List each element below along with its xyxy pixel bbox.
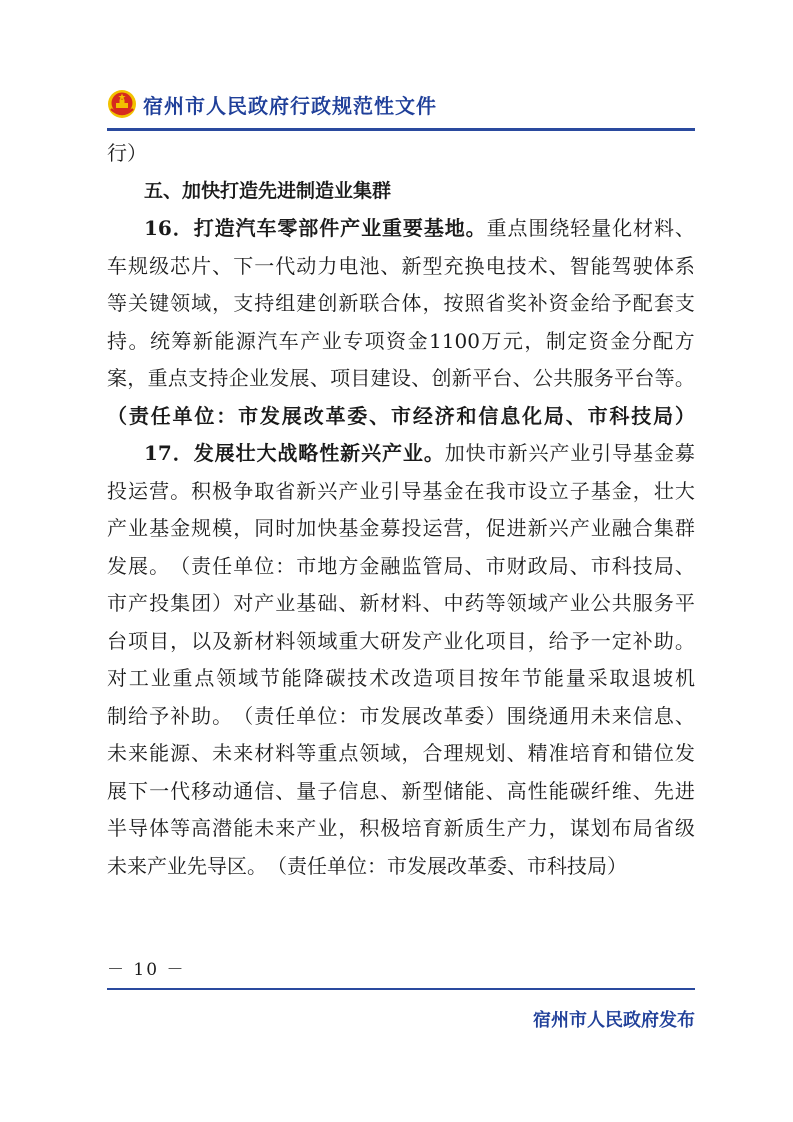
header-title: 宿州市人民政府行政规范性文件: [143, 93, 437, 118]
body-line: 制 给 予 补 助 。 （ 责 任 单 位 ： 市 发 展 改 革 委 ） 围 绕 通 用 未 来 信 息 、: [107, 703, 695, 728]
body-line: （ 责 任 单 位 ： 市 发 展 改 革 委 、 市 经 济 和 信 息 化 局 、 市 科 技 局 ）: [107, 403, 695, 428]
body-line: 产 业 基 金 规 模 ， 同 时 加 快 基 金 募 投 运 营 ， 促 进 新 兴 产 业 融 合 集 群: [107, 516, 695, 540]
national-emblem-icon: [107, 89, 137, 119]
body-line: 未 来 能 源 、 未 来 材 料 等 重 点 领 域 ， 合 理 规 划 、 精 准 培 育 和 错 位 发: [107, 741, 695, 765]
footer-divider: [107, 988, 695, 990]
section-heading: 五、加快打造先进制造业集群: [144, 179, 392, 202]
body-line: 未 来 产 业 先 导 区 。 （ 责 任 单 位 ： 市 发 展 改 革 委 、 市 科 技 局 ）: [107, 853, 627, 878]
body-line: 展 下 一 代 移 动 通 信 、 量 子 信 息 、 新 型 储 能 、 高 性 能 碳 纤 维 、 先 进: [107, 778, 695, 803]
body-line: 行 ）: [107, 141, 147, 165]
body-line: 发 展 。 （ 责 任 单 位 ： 市 地 方 金 融 监 管 局 、 市 财 政 局 、 市 科 技 局 、: [107, 553, 695, 578]
body-line: 半 导 体 等 高 潜 能 未 来 产 业 ， 积 极 培 育 新 质 生 产 力 ， 谋 划 布 局 省 级: [107, 816, 695, 840]
body-line: 对 工 业 重 点 领 域 节 能 降 碳 技 术 改 造 项 目 按 年 节 能 量 采 取 退 坡 机: [107, 666, 695, 690]
footer-publisher: 宿州市人民政府发布: [533, 1010, 695, 1031]
body-line: 16 ． 打 造 汽 车 零 部 件 产 业 重 要 基 地 。 重 点 围 绕 轻 量 化 材 料 、: [144, 216, 695, 240]
document-header: [107, 84, 437, 124]
body-line: 投 运 营 。 积 极 争 取 省 新 兴 产 业 引 导 基 金 在 我 市 设 立 子 基 金 ， 壮 大: [107, 478, 695, 503]
body-line: 车 规 级 芯 片 、 下 一 代 动 力 电 池 、 新 型 充 换 电 技 术 、 智 能 驾 驶 体 系: [107, 253, 695, 278]
header-divider: [107, 128, 695, 131]
body-line: 案 ， 重 点 支 持 企 业 发 展 、 项 目 建 设 、 创 新 平 台 、 公 共 服 务 平 台 等 。: [107, 366, 695, 390]
body-line: 17 ． 发 展 壮 大 战 略 性 新 兴 产 业 。 加 快 市 新 兴 产 业 引 导 基 金 募: [144, 441, 695, 465]
body-line: 等 关 键 领 域 ， 支 持 组 建 创 新 联 合 体 ， 按 照 省 奖 补 资 金 给 予 配 套 支: [107, 291, 695, 315]
body-line: 台 项 目 ， 以 及 新 材 料 领 域 重 大 研 发 产 业 化 项 目 ， 给 予 一 定 补 助 。: [107, 628, 695, 653]
page-number: － 10 －: [107, 960, 186, 980]
body-line: 市 产 投 集 团 ） 对 产 业 基 础 、 新 材 料 、 中 药 等 领 域 产 业 公 共 服 务 平: [107, 591, 695, 615]
body-line: 持 。 统 筹 新 能 源 汽 车 产 业 专 项 资 金 1100 万 元 ， 制 定 资 金 分 配 方: [107, 328, 695, 353]
document-body: [107, 135, 695, 885]
